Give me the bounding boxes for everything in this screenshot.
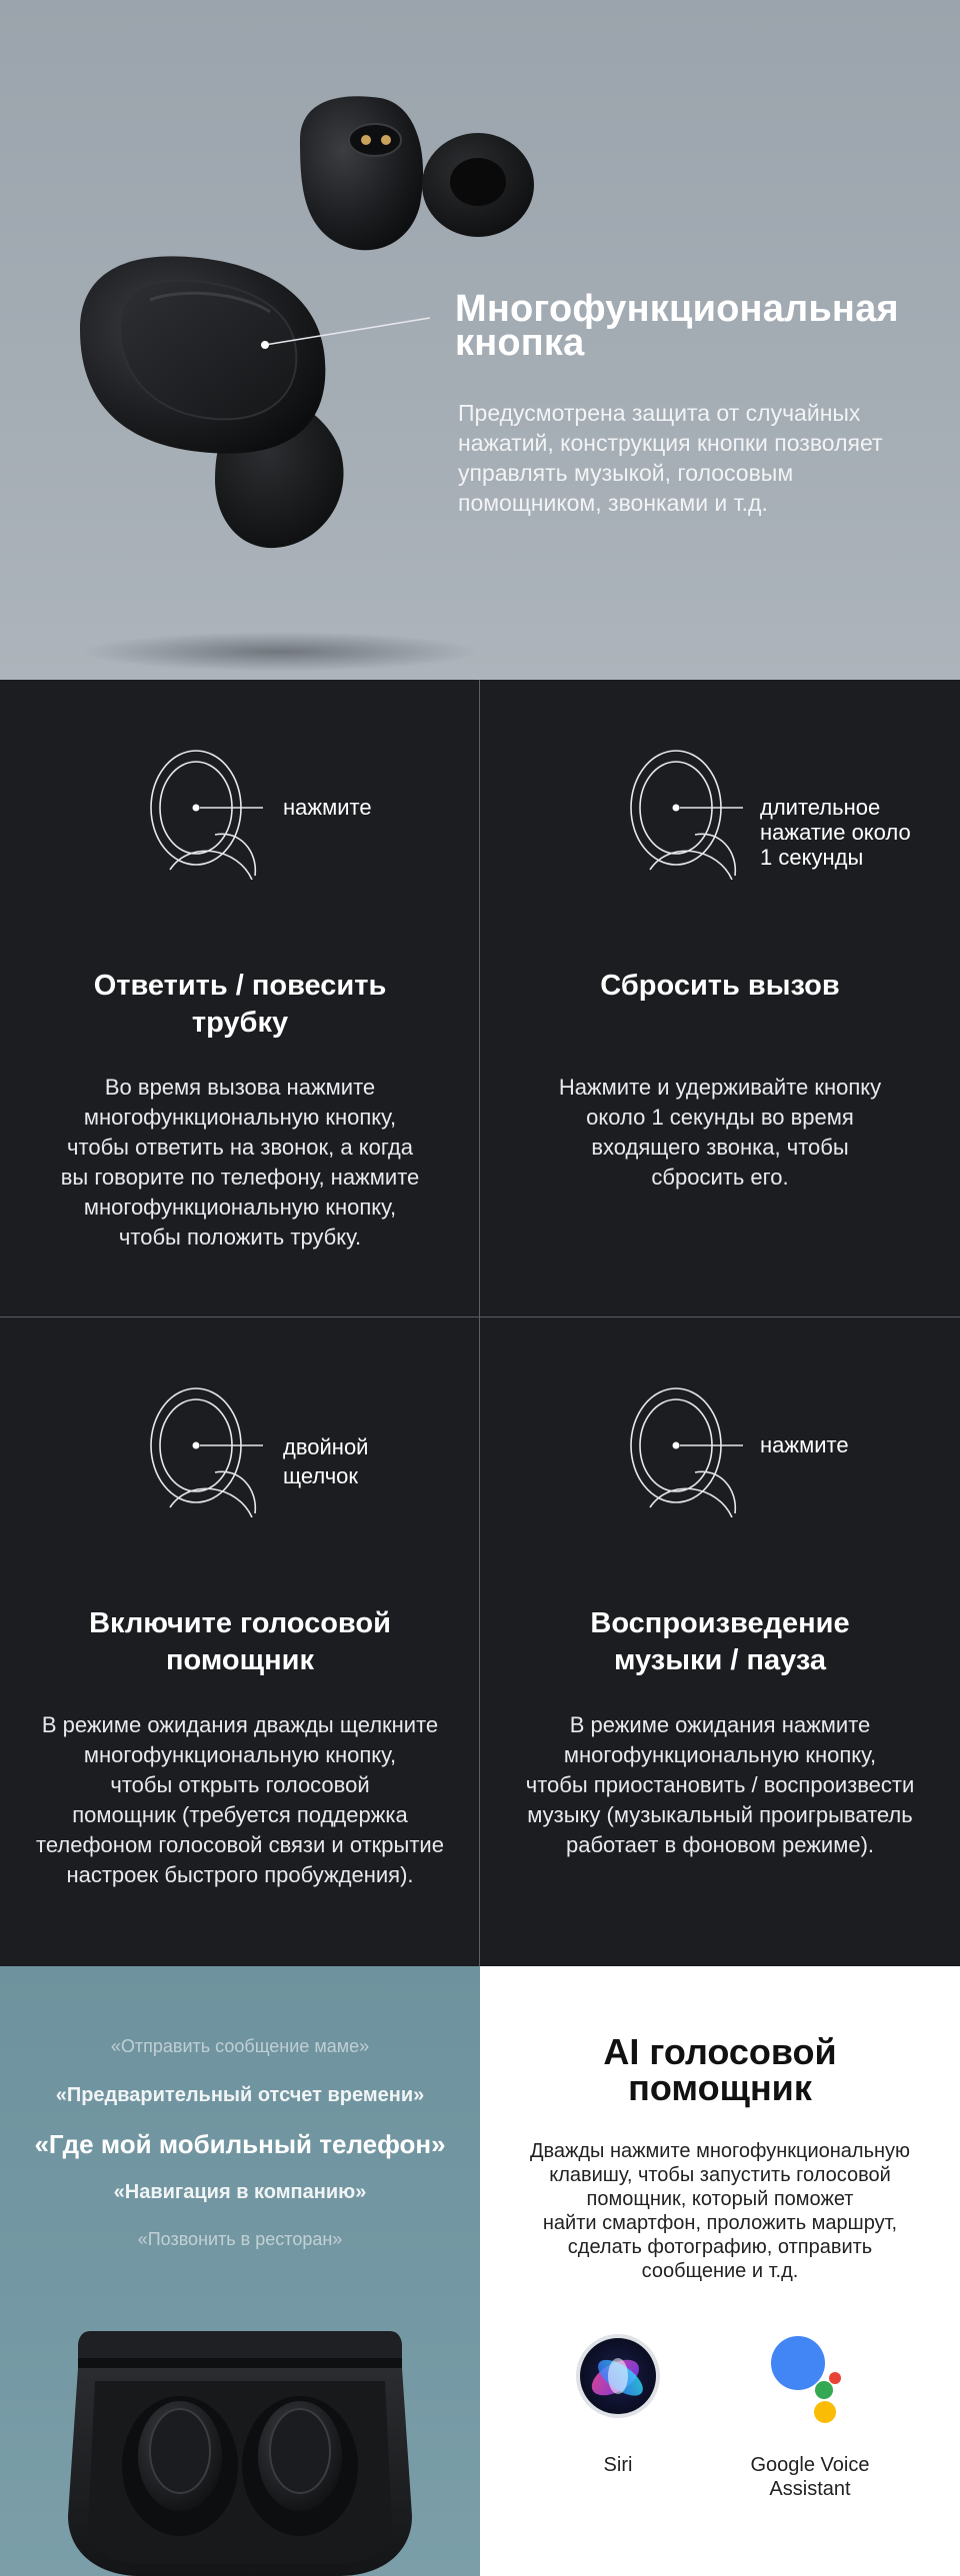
desc-line: музыку (музыкальный проигрыватель: [527, 1802, 913, 1827]
feature-title-line: трубку: [191, 1007, 289, 1039]
earbud-press-icon: [0, 680, 480, 880]
hero-title: [455, 288, 899, 364]
desc-line: работает в фоновом режиме).: [565, 1832, 875, 1857]
earbud-double-click-icon: [0, 1317, 480, 1517]
hint-line: длительное: [760, 795, 881, 820]
hint-line: двойной: [283, 1434, 369, 1459]
desc-line: помощник (требуется поддержка: [72, 1802, 408, 1827]
desc-line: чтобы положить трубку.: [118, 1225, 362, 1250]
charging-case-illustration: [0, 2286, 480, 2576]
feature-description: [490, 1073, 950, 1193]
desc-line: Нажмите и удерживайте кнопку: [558, 1075, 882, 1100]
desc-line: В режиме ожидания дважды щелкните: [41, 1712, 439, 1737]
siri-icon: [573, 2331, 663, 2421]
desc-line: вы говорите по телефону, нажмите: [60, 1165, 420, 1190]
google-assistant-icon: [763, 2328, 863, 2428]
ai-title: [480, 2031, 960, 2108]
desc-line: чтобы приостановить / воспроизвести: [525, 1772, 915, 1797]
voice-commands-panel: [0, 1966, 480, 2576]
feature-title-line: Ответить / повесить: [93, 970, 387, 1002]
ai-title-line: AI голосовой: [603, 2031, 837, 2072]
voice-query-highlight: «Где мой мобильный телефон»: [34, 2129, 446, 2159]
voice-query: «Навигация в компанию»: [113, 2181, 367, 2203]
google-assistant-label: [720, 2453, 900, 2501]
desc-line: многофункциональную кнопку,: [563, 1742, 877, 1767]
ai-title-line: помощник: [628, 2067, 812, 2108]
desc-line: многофункциональную кнопку,: [83, 1742, 397, 1767]
desc-line: клавишу, чтобы запустить голосовой: [549, 2164, 891, 2186]
hero-description: Предусмотрена защита от случайных нажатий, конструкция кнопки позволяет управлять музыкой, голосовым помощником, звонками и т.д.: [458, 400, 883, 516]
desc-line: телефоном голосовой связи и открытие: [36, 1832, 444, 1857]
desc-line: чтобы открыть голосовой: [110, 1772, 370, 1797]
long-press-hint: [760, 795, 911, 870]
hint-line: щелчок: [283, 1463, 359, 1488]
hint-line: нажатие около: [760, 820, 911, 845]
google-label-line: Google Voice: [750, 2454, 870, 2476]
feature-reject-call: [480, 680, 960, 1316]
hero-title-line: кнопка: [455, 322, 585, 364]
feature-title-line: музыки / пауза: [613, 1644, 827, 1676]
desc-line: Во время вызова нажмите: [104, 1075, 376, 1100]
desc-line: сбросить его.: [651, 1165, 789, 1190]
hint-line: 1 секунды: [760, 845, 864, 870]
feature-title-line: помощник: [166, 1644, 314, 1676]
desc-line: сделать фотографию, отправить: [567, 2236, 873, 2258]
feature-title-line: Сбросить вызов: [600, 970, 840, 1002]
ai-description: [520, 2139, 920, 2283]
desc-line: Дважды нажмите многофункциональную: [529, 2140, 911, 2162]
google-label-line: Assistant: [769, 2478, 851, 2500]
feature-title: [490, 968, 950, 1005]
desc-line: многофункциональную кнопку,: [83, 1195, 397, 1220]
desc-line: многофункциональную кнопку,: [83, 1105, 397, 1130]
feature-title: [10, 1605, 470, 1679]
desc-line: чтобы ответить на звонок, а когда: [67, 1135, 413, 1160]
desc-line: настроек быстрого пробуждения).: [66, 1862, 414, 1887]
features-grid: [0, 680, 960, 1966]
ai-assistant-panel: [480, 1966, 960, 2576]
feature-answer-call: [0, 680, 480, 1316]
feature-title-line: Воспроизведение: [590, 1607, 850, 1639]
desc-line: сообщение и т.д.: [641, 2260, 799, 2282]
voice-query: «Позвонить в ресторан»: [137, 2229, 343, 2249]
press-hint: нажмите: [760, 1432, 849, 1457]
press-hint: нажмите: [283, 795, 372, 820]
siri-label: Siri: [603, 2454, 633, 2476]
double-click-hint: [283, 1432, 368, 1490]
feature-description: [480, 1710, 960, 1860]
feature-voice-assistant: [0, 1317, 480, 1966]
hero-section: [0, 0, 960, 680]
earbud-press-icon: [480, 1317, 960, 1517]
desc-line: В режиме ожидания нажмите: [569, 1712, 871, 1737]
desc-line: входящего звонка, чтобы: [591, 1135, 849, 1160]
feature-description: [10, 1073, 470, 1253]
desc-line: около 1 секунды во время: [586, 1105, 854, 1130]
hero-title-line: Многофункциональная: [455, 288, 899, 330]
desc-line: найти смартфон, проложить маршрут,: [542, 2212, 898, 2234]
desc-line: помощник, который поможет: [586, 2188, 854, 2210]
voice-query: «Отправить сообщение маме»: [110, 2036, 370, 2056]
feature-title-line: Включите голосовой: [89, 1607, 391, 1639]
feature-description: [0, 1710, 480, 1890]
feature-play-pause: [480, 1317, 960, 1966]
feature-title: [10, 968, 470, 1042]
feature-title: [490, 1605, 950, 1679]
voice-query: «Предварительный отсчет времени»: [55, 2084, 425, 2106]
